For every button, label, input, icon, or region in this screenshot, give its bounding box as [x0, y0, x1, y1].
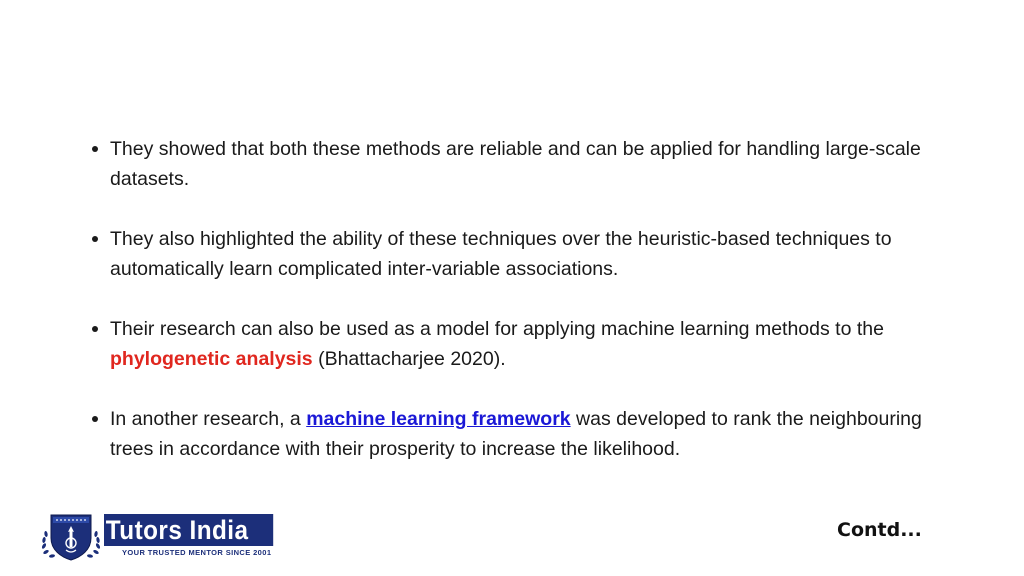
bullet-text-after: (Bhattacharjee 2020).	[312, 348, 506, 370]
bullet-dot	[92, 146, 98, 152]
highlight-phylogenetic-analysis: phylogenetic analysis	[110, 348, 313, 370]
university-emblem-icon	[38, 512, 104, 562]
bullet-item-4	[92, 404, 942, 464]
tutors-india-logo[interactable]	[38, 512, 278, 562]
link-machine-learning-framework[interactable]: machine learning framework	[306, 408, 571, 430]
bullet-item-2	[92, 224, 942, 284]
contd-label: Contd...	[837, 519, 922, 541]
bullet-text-after: was developed to rank the neighbouring trees in accordance with their prosperity to increase the likelihood.	[110, 408, 922, 460]
bullet-text: In another research, a	[110, 408, 307, 430]
bullet-text: They showed that both these methods are reliable and can be applied for handling large-scale datasets.	[110, 138, 921, 190]
logo-tagline: YOUR TRUSTED MENTOR SINCE 2001	[122, 548, 272, 557]
bullet-item-3	[92, 314, 942, 374]
bullet-dot	[92, 416, 98, 422]
logo-name: Tutors India	[104, 514, 273, 546]
bullet-dot	[92, 326, 98, 332]
bullet-item-1	[92, 134, 942, 194]
logo-wordmark	[104, 514, 274, 558]
bullet-dot	[92, 236, 98, 242]
bullet-text: Their research can also be used as a model for applying machine learning methods to the	[110, 318, 884, 340]
bullet-list	[92, 134, 942, 494]
bullet-text: They also highlighted the ability of these techniques over the heuristic-based techniques to automatically learn complicated inter-variable associations.	[110, 228, 892, 280]
